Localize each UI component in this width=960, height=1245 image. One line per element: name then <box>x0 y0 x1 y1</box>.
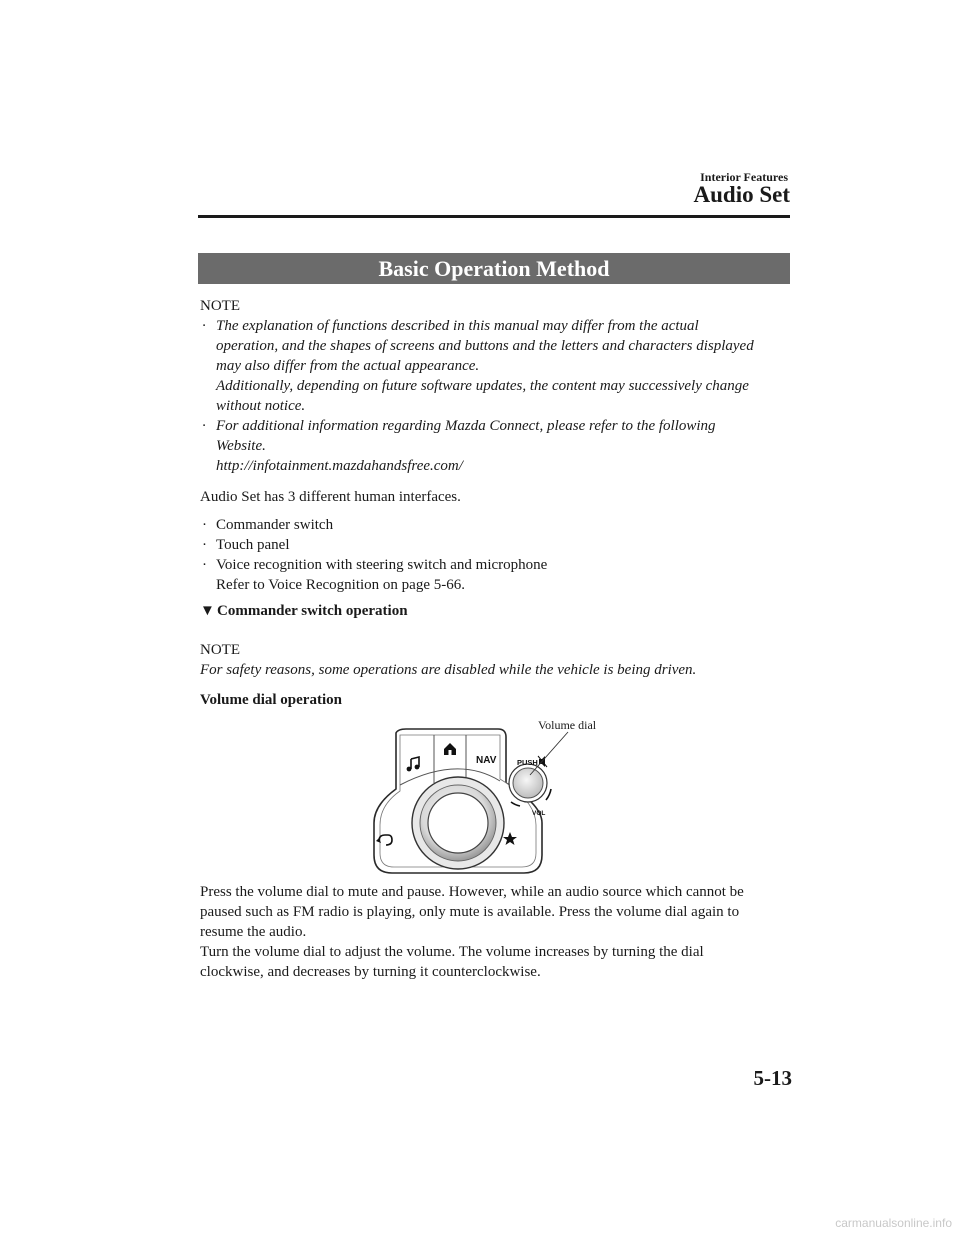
note-line: Additionally, depending on future software updates, the content may successively change <box>216 378 749 394</box>
bullet-glyph: · <box>202 557 207 573</box>
section-label: Interior Features <box>700 170 788 184</box>
safety-note: For safety reasons, some operations are disabled while the vehicle is being driven. <box>200 662 697 678</box>
vol-label: VOL <box>532 810 546 817</box>
interface-item: Commander switch <box>216 517 334 533</box>
body-line: Press the volume dial to mute and pause. However, while an audio source which cannot be <box>200 884 744 900</box>
body-line: paused such as FM radio is playing, only mute is available. Press the volume dial again to <box>200 904 740 920</box>
website-link[interactable]: http://infotainment.mazdahandsfree.com/ <box>216 458 463 474</box>
page-number: 5-13 <box>753 1066 792 1090</box>
subsection-marker: ▼ <box>200 603 215 619</box>
bullet-glyph: · <box>202 537 207 553</box>
note-line: without notice. <box>216 398 306 414</box>
subsection-title: Commander switch operation <box>217 603 408 619</box>
body-line: clockwise, and decreases by turning it counterclockwise. <box>200 964 541 980</box>
interface-item: Touch panel <box>216 537 290 553</box>
note-line: Website. <box>216 438 266 454</box>
note-line: operation, and the shapes of screens and buttons and the letters and characters displayed <box>216 338 754 354</box>
bullet-glyph: · <box>202 318 206 334</box>
note-label: NOTE <box>200 298 240 314</box>
page-title: Audio Set <box>693 182 790 207</box>
page-reference: Refer to Voice Recognition on page 5-66. <box>216 577 465 593</box>
note-line: For additional information regarding Mazda Connect, please refer to the following <box>216 418 716 434</box>
subheading: Volume dial operation <box>200 692 342 708</box>
watermark[interactable]: carmanualsonline.info <box>835 1216 952 1230</box>
push-label: PUSH <box>517 758 538 767</box>
section-banner: Basic Operation Method <box>198 253 790 284</box>
note-line: may also differ from the actual appearance. <box>216 358 480 374</box>
bullet-glyph: · <box>202 517 207 533</box>
body-line: resume the audio. <box>200 924 307 940</box>
bullet-glyph: · <box>202 418 206 434</box>
volume-dial-callout: Volume dial <box>538 718 597 732</box>
body-line: Turn the volume dial to adjust the volume. The volume increases by turning the dial <box>200 944 704 960</box>
commander-switch-figure <box>360 705 620 880</box>
note-line: The explanation of functions described in this manual may differ from the actual <box>216 318 699 334</box>
intro-text: Audio Set has 3 different human interfaces. <box>200 489 461 505</box>
note-label: NOTE <box>200 642 240 658</box>
nav-label: NAV <box>476 755 497 766</box>
interface-item: Voice recognition with steering switch and microphone <box>216 557 548 573</box>
callout-line <box>530 732 568 775</box>
header-rule <box>198 215 790 218</box>
